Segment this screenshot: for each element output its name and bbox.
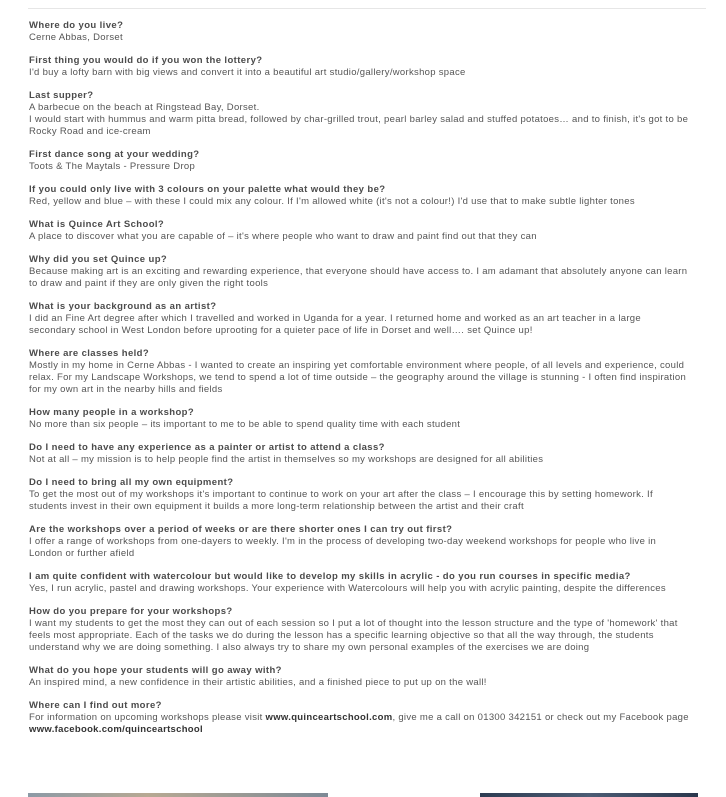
faq-question: What do you hope your students will go away with? bbox=[29, 665, 282, 676]
faq-item bbox=[29, 606, 689, 654]
faq-question: What is Quince Art School? bbox=[29, 219, 165, 230]
contact-text: , give me a call on 01300 342151 or check out my Facebook page bbox=[392, 712, 689, 723]
faq-item bbox=[29, 55, 689, 79]
top-divider bbox=[28, 8, 706, 9]
faq-question: Why did you set Quince up? bbox=[29, 254, 168, 265]
faq-question: Last supper? bbox=[29, 90, 94, 101]
faq-answer bbox=[29, 712, 689, 736]
faq-question: Are the workshops over a period of weeks or are there shorter ones I can try out first? bbox=[29, 524, 453, 535]
faq-item bbox=[29, 665, 689, 689]
faq-item bbox=[29, 348, 689, 396]
faq-question: Where can I find out more? bbox=[29, 700, 162, 711]
faq-answer: Not at all – my mission is to help people find the artist in themselves so my workshops are designed for all abilities bbox=[29, 454, 544, 465]
faq-answer: I would start with hummus and warm pitta bread, followed by char-grilled trout, pearl barley salad and stuffed potatoes… and to finish, it's got to be Rocky Road and ice-cream bbox=[29, 114, 689, 137]
faq-answer: Mostly in my home in Cerne Abbas - I wanted to create an inspiring yet comfortable environment where people, of all levels and experience, could relax. For my Landscape Workshops, we tend to spend a lot of time outside – the geography around the village is stunning - I often find inspiration for my own art in the nearby hills and fields bbox=[29, 360, 687, 395]
faq-list bbox=[29, 20, 689, 747]
photo-strip bbox=[28, 793, 706, 797]
facebook-link[interactable]: www.facebook.com/quinceartschool bbox=[29, 724, 203, 735]
faq-question: How do you prepare for your workshops? bbox=[29, 606, 233, 617]
faq-answer: No more than six people – its important to me to be able to spend quality time with each student bbox=[29, 419, 461, 430]
faq-question: How many people in a workshop? bbox=[29, 407, 195, 418]
photo-left bbox=[28, 793, 328, 797]
faq-question: Do I need to bring all my own equipment? bbox=[29, 477, 234, 488]
faq-answer: To get the most out of my workshops it's important to continue to work on your art after the class – I encourage this by setting homework. If students invest in their own equipment it builds a more long-term relationship between the artist and their craft bbox=[29, 489, 653, 512]
faq-item bbox=[29, 254, 689, 290]
faq-question: What is your background as an artist? bbox=[29, 301, 217, 312]
faq-item bbox=[29, 301, 689, 337]
faq-answer: Red, yellow and blue – with these I could mix any colour. If I'm allowed white (it's not a colour!) I'd use that to make subtle lighter tones bbox=[29, 196, 635, 207]
faq-answer: Toots & The Maytals - Pressure Drop bbox=[29, 161, 196, 172]
faq-question: Where are classes held? bbox=[29, 348, 150, 359]
faq-item-contact bbox=[29, 700, 689, 736]
faq-item bbox=[29, 219, 689, 243]
contact-text: For information on upcoming workshops please visit bbox=[29, 712, 266, 723]
faq-answer: I want my students to get the most they can out of each session so I put a lot of thought into the lesson structure and the type of 'homework' that feels most appropriate. Each of the tasks we do during the lesson has a specific learning objective so that all the way through, the students understand why we are doing something. I also always try to share my own personal examples of the exercises we are doing bbox=[29, 618, 678, 653]
faq-answer: I offer a range of workshops from one-dayers to weekly. I'm in the process of developing two-day weekend workshops for people who live in London or further afield bbox=[29, 536, 657, 559]
faq-item bbox=[29, 571, 689, 595]
faq-answer: A barbecue on the beach at Ringstead Bay, Dorset. bbox=[29, 102, 260, 113]
website-link[interactable]: www.quinceartschool.com bbox=[265, 712, 393, 723]
faq-answer: A place to discover what you are capable of – it's where people who want to draw and paint find out that they can bbox=[29, 231, 537, 242]
faq-answer: Cerne Abbas, Dorset bbox=[29, 32, 123, 43]
faq-item bbox=[29, 407, 689, 431]
faq-item bbox=[29, 149, 689, 173]
faq-item bbox=[29, 442, 689, 466]
faq-item bbox=[29, 90, 689, 138]
faq-answer: Yes, I run acrylic, pastel and drawing workshops. Your experience with Watercolours will help you with acrylic painting, despite the differences bbox=[29, 583, 666, 594]
faq-item bbox=[29, 524, 689, 560]
faq-item bbox=[29, 20, 689, 44]
faq-question: I am quite confident with watercolour but would like to develop my skills in acrylic - do you run courses in specific media? bbox=[29, 571, 631, 582]
faq-answer: Because making art is an exciting and rewarding experience, that everyone should have access to. I am adamant that absolutely anyone can learn to draw and paint if they are only given the right tools bbox=[29, 266, 688, 289]
faq-question: Do I need to have any experience as a painter or artist to attend a class? bbox=[29, 442, 385, 453]
faq-answer: I did an Fine Art degree after which I travelled and worked in Uganda for a year. I returned home and worked as an art teacher in a large secondary school in West London before uprooting for a quieter pace of life in Dorset and well…. set Quince up! bbox=[29, 313, 641, 336]
faq-answer: I'd buy a lofty barn with big views and convert it into a beautiful art studio/gallery/workshop space bbox=[29, 67, 466, 78]
faq-question: If you could only live with 3 colours on your palette what would they be? bbox=[29, 184, 386, 195]
faq-item bbox=[29, 184, 689, 208]
faq-answer: An inspired mind, a new confidence in their artistic abilities, and a finished piece to put up on the wall! bbox=[29, 677, 487, 688]
faq-item bbox=[29, 477, 689, 513]
faq-question: First dance song at your wedding? bbox=[29, 149, 200, 160]
faq-question: Where do you live? bbox=[29, 20, 124, 31]
photo-right bbox=[480, 793, 698, 797]
faq-question: First thing you would do if you won the lottery? bbox=[29, 55, 263, 66]
